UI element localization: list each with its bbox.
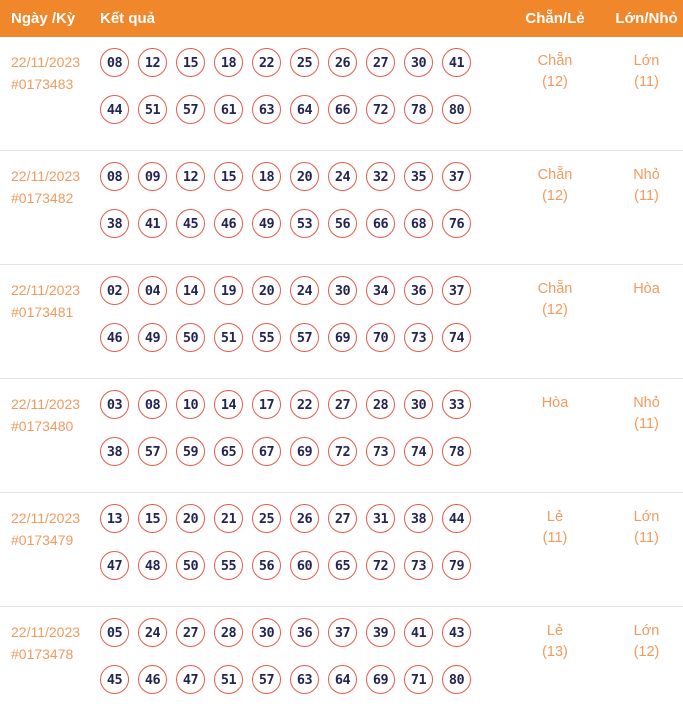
number-ball: 71	[404, 665, 433, 694]
parity-cell	[500, 390, 610, 466]
result-row	[0, 492, 683, 606]
number-ball: 20	[252, 276, 281, 305]
number-ball: 63	[252, 95, 281, 124]
number-ball: 57	[138, 437, 167, 466]
number-ball: 34	[366, 276, 395, 305]
number-ball: 44	[100, 95, 129, 124]
number-ball: 48	[138, 551, 167, 580]
number-ball: 72	[366, 95, 395, 124]
number-ball: 24	[138, 618, 167, 647]
size-count: (11)	[634, 530, 659, 546]
number-ball: 73	[404, 551, 433, 580]
size-count: (11)	[634, 188, 659, 204]
drawn-numbers-cell	[100, 504, 500, 580]
number-ball: 26	[290, 504, 319, 533]
size-cell	[610, 48, 683, 124]
numbers-line-1	[100, 618, 500, 647]
size-count: (12)	[633, 644, 660, 660]
numbers-line-2	[100, 665, 500, 694]
number-ball: 37	[442, 276, 471, 305]
number-ball: 51	[214, 665, 243, 694]
number-ball: 68	[404, 209, 433, 238]
number-ball: 44	[442, 504, 471, 533]
number-ball: 15	[138, 504, 167, 533]
draw-date: 22/11/2023	[11, 510, 81, 526]
column-header-parity: Chẵn/Lẻ	[525, 10, 585, 27]
numbers-line-1	[100, 504, 500, 533]
number-ball: 79	[442, 551, 471, 580]
numbers-line-1	[100, 162, 500, 191]
number-ball: 69	[290, 437, 319, 466]
number-ball: 45	[100, 665, 129, 694]
number-ball: 56	[252, 551, 281, 580]
number-ball: 69	[366, 665, 395, 694]
draw-info-cell	[0, 48, 100, 124]
drawn-numbers-cell	[100, 276, 500, 352]
number-ball: 36	[290, 618, 319, 647]
number-ball: 57	[252, 665, 281, 694]
number-ball: 41	[404, 618, 433, 647]
number-ball: 64	[290, 95, 319, 124]
parity-cell	[500, 504, 610, 580]
number-ball: 04	[138, 276, 167, 305]
number-ball: 53	[290, 209, 319, 238]
number-ball: 46	[138, 665, 167, 694]
number-ball: 46	[100, 323, 129, 352]
number-ball: 67	[252, 437, 281, 466]
number-ball: 78	[404, 95, 433, 124]
number-ball: 59	[176, 437, 205, 466]
number-ball: 27	[328, 504, 357, 533]
number-ball: 15	[176, 48, 205, 77]
number-ball: 18	[214, 48, 243, 77]
size-value: Nhỏ	[633, 167, 660, 183]
number-ball: 49	[252, 209, 281, 238]
number-ball: 32	[366, 162, 395, 191]
parity-count: (11)	[542, 530, 568, 546]
number-ball: 65	[328, 551, 357, 580]
number-ball: 78	[442, 437, 471, 466]
draw-id: #0173481	[11, 304, 74, 320]
number-ball: 49	[138, 323, 167, 352]
number-ball: 08	[100, 48, 129, 77]
number-ball: 28	[366, 390, 395, 419]
number-ball: 25	[290, 48, 319, 77]
number-ball: 73	[404, 323, 433, 352]
number-ball: 55	[252, 323, 281, 352]
number-ball: 38	[100, 209, 129, 238]
size-cell	[610, 276, 683, 352]
number-ball: 10	[176, 390, 205, 419]
results-rows	[0, 37, 683, 720]
number-ball: 50	[176, 551, 205, 580]
number-ball: 28	[214, 618, 243, 647]
number-ball: 30	[404, 390, 433, 419]
numbers-line-1	[100, 390, 500, 419]
number-ball: 73	[366, 437, 395, 466]
size-cell	[610, 504, 683, 580]
number-ball: 36	[404, 276, 433, 305]
result-row	[0, 150, 683, 264]
number-ball: 38	[100, 437, 129, 466]
draw-id: #0173482	[11, 190, 74, 206]
table-header	[0, 0, 683, 37]
parity-value: Lẻ	[546, 623, 564, 639]
number-ball: 74	[442, 323, 471, 352]
size-count: (11)	[634, 74, 659, 90]
number-ball: 33	[442, 390, 471, 419]
draw-date: 22/11/2023	[11, 396, 81, 412]
number-ball: 30	[404, 48, 433, 77]
number-ball: 55	[214, 551, 243, 580]
number-ball: 30	[328, 276, 357, 305]
number-ball: 27	[328, 390, 357, 419]
draw-date: 22/11/2023	[11, 282, 81, 298]
number-ball: 30	[252, 618, 281, 647]
number-ball: 20	[176, 504, 205, 533]
numbers-line-2	[100, 95, 500, 124]
number-ball: 14	[214, 390, 243, 419]
numbers-line-1	[100, 276, 500, 305]
number-ball: 38	[404, 504, 433, 533]
drawn-numbers-cell	[100, 48, 500, 124]
number-ball: 13	[100, 504, 129, 533]
size-value: Lớn	[633, 509, 660, 525]
number-ball: 37	[328, 618, 357, 647]
size-count: (11)	[634, 416, 659, 432]
number-ball: 80	[442, 665, 471, 694]
number-ball: 63	[290, 665, 319, 694]
draw-id: #0173479	[11, 532, 74, 548]
number-ball: 24	[328, 162, 357, 191]
number-ball: 08	[100, 162, 129, 191]
draw-id: #0173478	[11, 646, 74, 662]
draw-info-cell	[0, 618, 100, 694]
number-ball: 50	[176, 323, 205, 352]
number-ball: 17	[252, 390, 281, 419]
number-ball: 72	[328, 437, 357, 466]
parity-value: Lẻ	[546, 509, 564, 525]
number-ball: 21	[214, 504, 243, 533]
numbers-line-2	[100, 551, 500, 580]
draw-info-cell	[0, 162, 100, 238]
drawn-numbers-cell	[100, 390, 500, 466]
number-ball: 61	[214, 95, 243, 124]
numbers-line-2	[100, 209, 500, 238]
draw-date: 22/11/2023	[11, 624, 81, 640]
number-ball: 22	[252, 48, 281, 77]
number-ball: 51	[138, 95, 167, 124]
number-ball: 41	[138, 209, 167, 238]
number-ball: 72	[366, 551, 395, 580]
number-ball: 60	[290, 551, 319, 580]
drawn-numbers-cell	[100, 618, 500, 694]
number-ball: 41	[442, 48, 471, 77]
number-ball: 31	[366, 504, 395, 533]
number-ball: 47	[176, 665, 205, 694]
parity-cell	[500, 162, 610, 238]
number-ball: 27	[366, 48, 395, 77]
parity-cell	[500, 276, 610, 352]
number-ball: 12	[138, 48, 167, 77]
parity-value: Hòa	[541, 395, 569, 411]
size-cell	[610, 390, 683, 466]
number-ball: 12	[176, 162, 205, 191]
number-ball: 26	[328, 48, 357, 77]
number-ball: 19	[214, 276, 243, 305]
number-ball: 37	[442, 162, 471, 191]
result-row	[0, 37, 683, 150]
drawn-numbers-cell	[100, 162, 500, 238]
result-row	[0, 606, 683, 720]
size-value: Lớn	[633, 623, 660, 639]
column-header-date: Ngày /Kỳ	[11, 10, 76, 27]
number-ball: 15	[214, 162, 243, 191]
draw-info-cell	[0, 390, 100, 466]
number-ball: 09	[138, 162, 167, 191]
numbers-line-2	[100, 437, 500, 466]
number-ball: 39	[366, 618, 395, 647]
number-ball: 57	[176, 95, 205, 124]
number-ball: 05	[100, 618, 129, 647]
number-ball: 08	[138, 390, 167, 419]
result-row	[0, 378, 683, 492]
number-ball: 22	[290, 390, 319, 419]
column-header-result: Kết quả	[100, 10, 156, 27]
number-ball: 43	[442, 618, 471, 647]
number-ball: 80	[442, 95, 471, 124]
number-ball: 64	[328, 665, 357, 694]
number-ball: 18	[252, 162, 281, 191]
number-ball: 51	[214, 323, 243, 352]
parity-value: Chẵn	[537, 53, 573, 69]
numbers-line-2	[100, 323, 500, 352]
parity-count: (12)	[542, 302, 568, 318]
number-ball: 27	[176, 618, 205, 647]
number-ball: 70	[366, 323, 395, 352]
draw-info-cell	[0, 504, 100, 580]
size-value: Lớn	[633, 53, 660, 69]
number-ball: 35	[404, 162, 433, 191]
parity-value: Chẵn	[537, 281, 573, 297]
number-ball: 57	[290, 323, 319, 352]
size-value: Hòa	[633, 281, 660, 297]
number-ball: 45	[176, 209, 205, 238]
column-header-size: Lớn/Nhỏ	[615, 10, 678, 27]
parity-value: Chẵn	[537, 167, 573, 183]
parity-cell	[500, 618, 610, 694]
parity-count: (12)	[542, 188, 568, 204]
number-ball: 03	[100, 390, 129, 419]
numbers-line-1	[100, 48, 500, 77]
number-ball: 46	[214, 209, 243, 238]
size-cell	[610, 618, 683, 694]
parity-cell	[500, 48, 610, 124]
number-ball: 14	[176, 276, 205, 305]
size-value: Nhỏ	[633, 395, 660, 411]
number-ball: 25	[252, 504, 281, 533]
number-ball: 24	[290, 276, 319, 305]
number-ball: 02	[100, 276, 129, 305]
draw-date: 22/11/2023	[11, 168, 81, 184]
parity-count: (12)	[542, 74, 568, 90]
draw-id: #0173483	[11, 76, 74, 92]
number-ball: 76	[442, 209, 471, 238]
draw-date: 22/11/2023	[11, 54, 81, 70]
number-ball: 74	[404, 437, 433, 466]
parity-count: (13)	[542, 644, 568, 660]
number-ball: 69	[328, 323, 357, 352]
number-ball: 66	[366, 209, 395, 238]
size-cell	[610, 162, 683, 238]
number-ball: 65	[214, 437, 243, 466]
number-ball: 66	[328, 95, 357, 124]
result-row	[0, 264, 683, 378]
draw-id: #0173480	[11, 418, 74, 434]
number-ball: 56	[328, 209, 357, 238]
number-ball: 20	[290, 162, 319, 191]
draw-info-cell	[0, 276, 100, 352]
number-ball: 47	[100, 551, 129, 580]
